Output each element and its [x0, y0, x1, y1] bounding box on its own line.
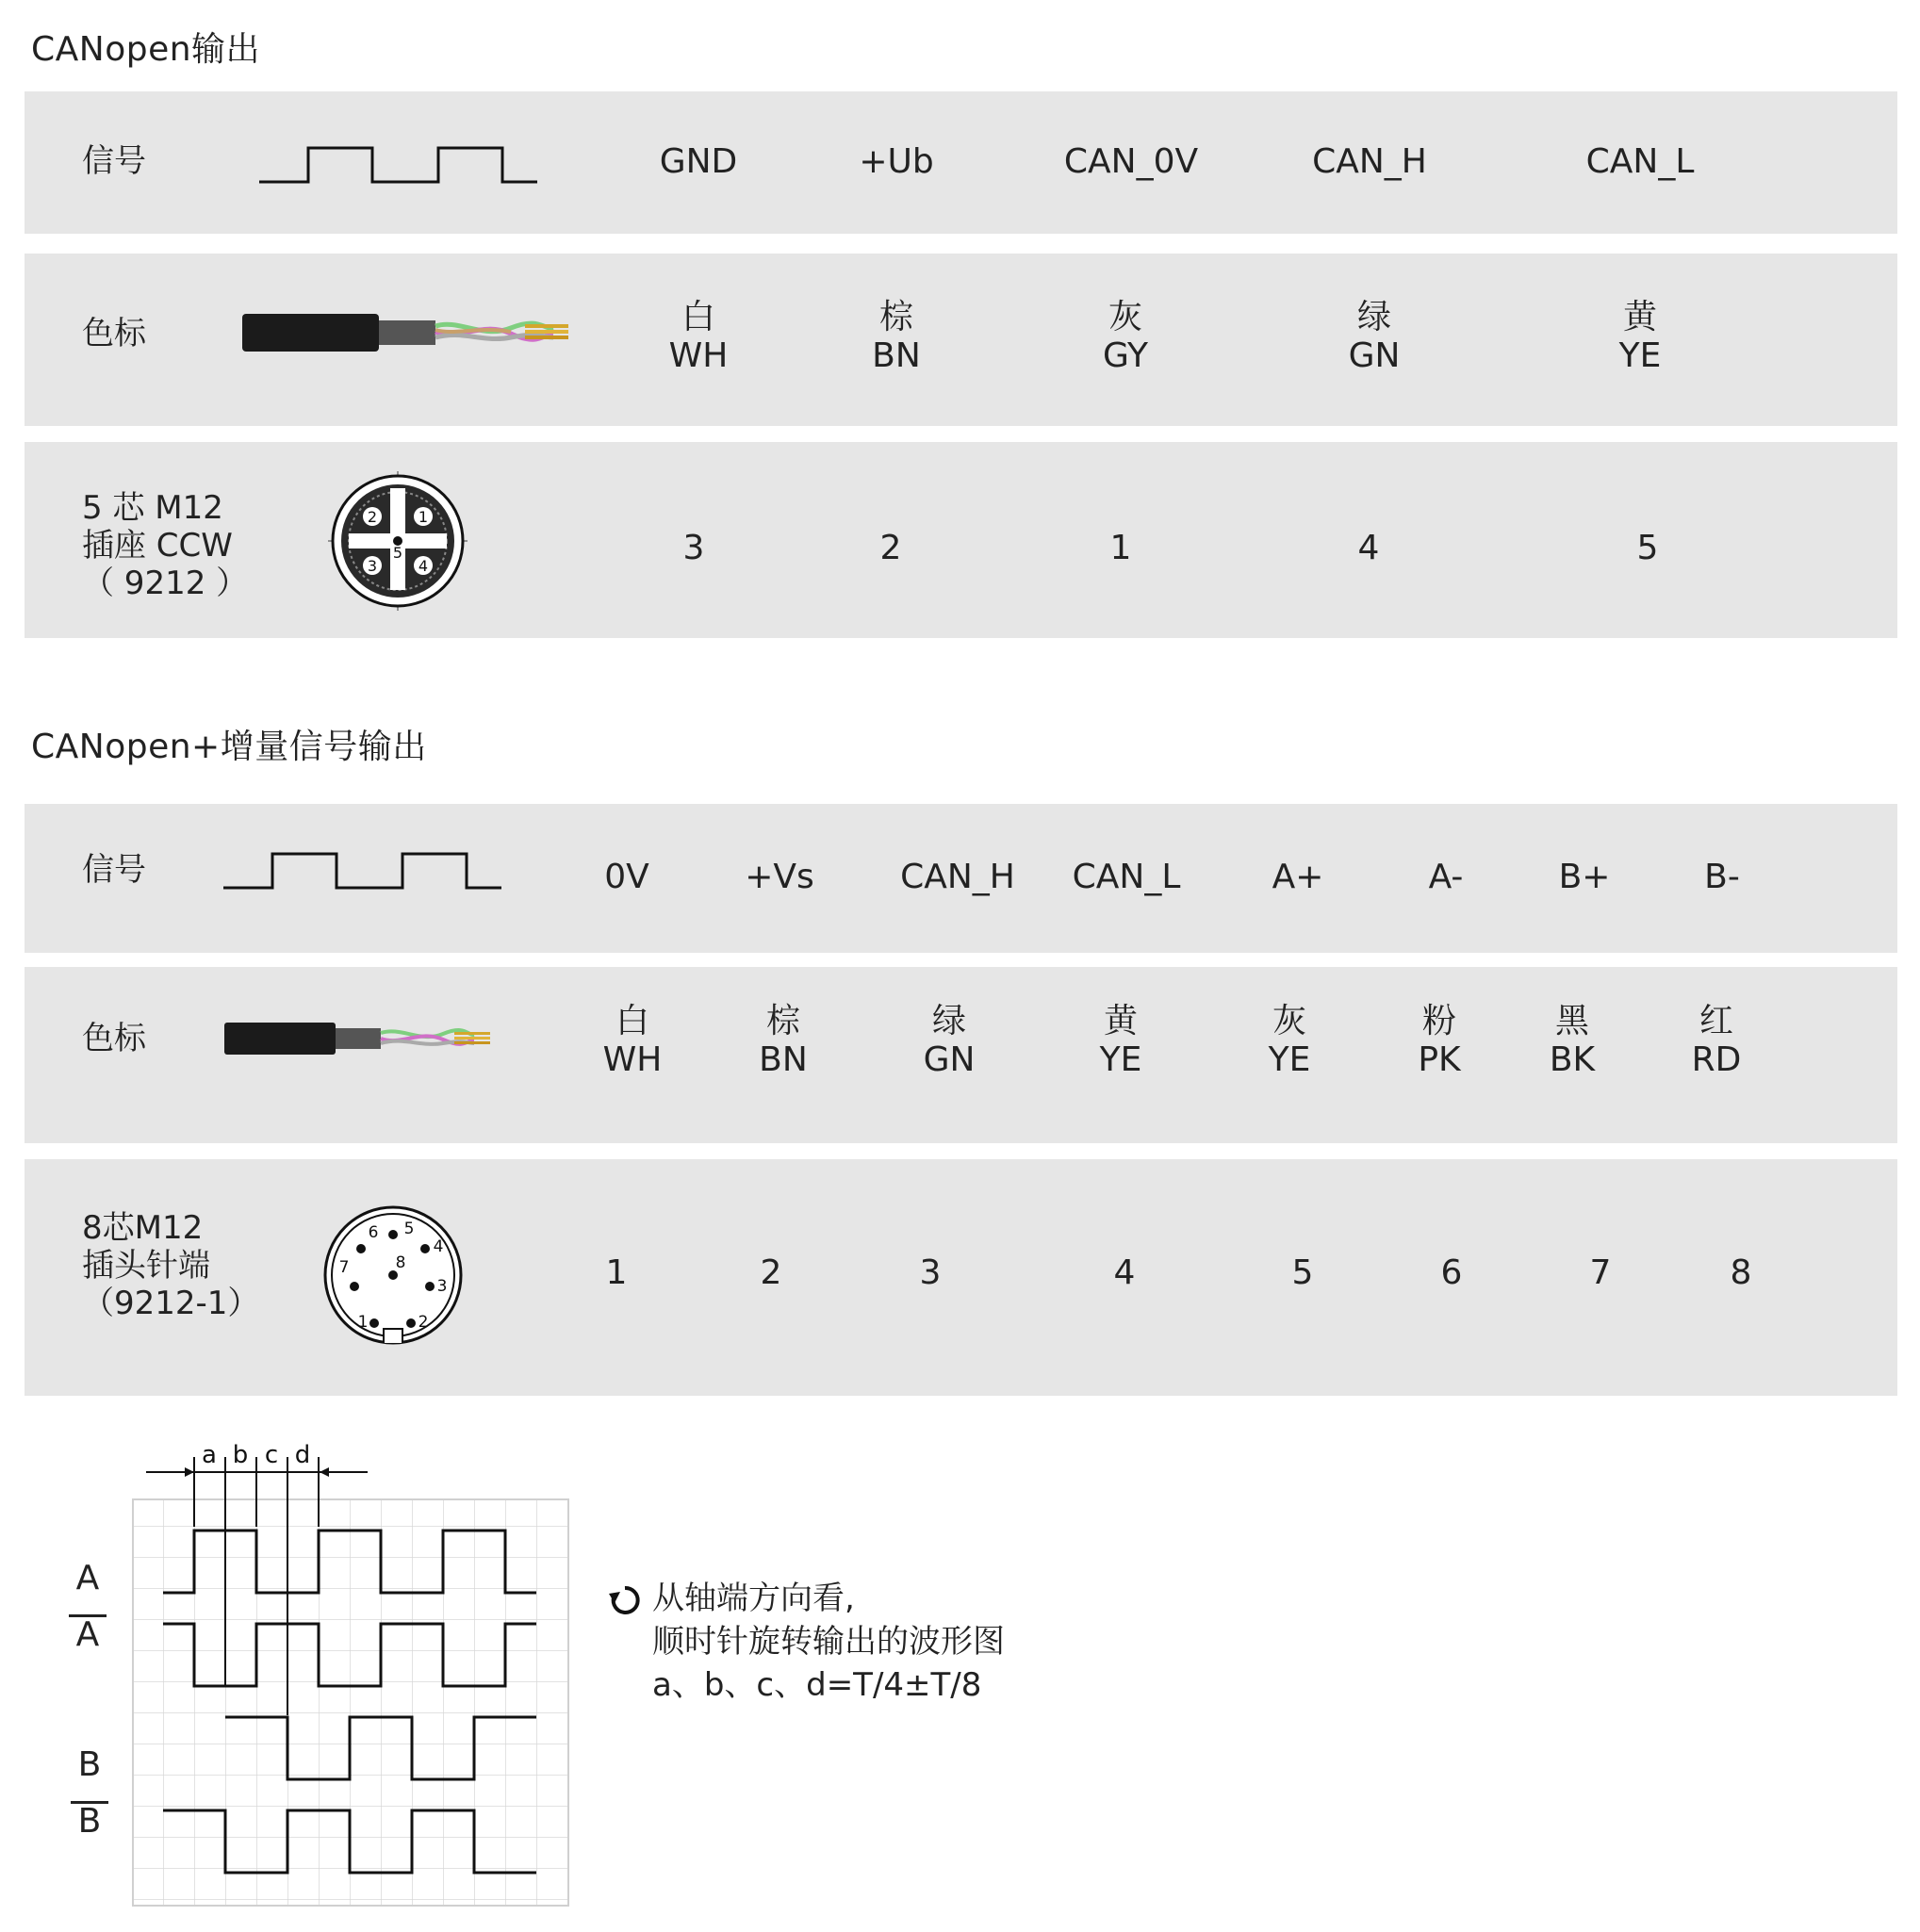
plug-pin-label: 2: [418, 1313, 429, 1332]
section1-color-5: 黄 YE: [1618, 298, 1662, 375]
section2-signal-3: CAN_H: [900, 858, 1015, 896]
plug-pin-label: 7: [338, 1258, 350, 1277]
section1-color-3: 灰 GY: [1102, 298, 1149, 375]
section2-color-4: 黄 YE: [1099, 1002, 1142, 1079]
section2-pin-5: 5: [1291, 1253, 1314, 1292]
note-line-2: 顺时针旋转输出的波形图: [652, 1623, 1005, 1661]
section2-pin-7: 7: [1589, 1253, 1612, 1292]
section2-color-6: 粉 PK: [1418, 1002, 1461, 1079]
section1-color-2: 棕 BN: [872, 298, 921, 375]
section1-signal-4: CAN_H: [1312, 142, 1427, 181]
quadrature-waveform-diagram: [132, 1433, 575, 1908]
interval-label-a: a: [202, 1441, 217, 1469]
section2-color-5: 灰 YE: [1268, 1002, 1311, 1079]
section2-signal-1: 0V: [604, 858, 649, 896]
cable-icon: [224, 1021, 493, 1056]
section1-color-1: 白 WH: [668, 298, 729, 375]
section2-signal-label: 信号: [82, 851, 146, 889]
section2-signal-4: CAN_L: [1072, 858, 1181, 896]
plug-pin-label: 5: [403, 1220, 415, 1238]
section2-color-8: 红 RD: [1691, 1002, 1742, 1079]
channel-label-b-inverted: B: [71, 1801, 108, 1840]
plug-pin-label: 8: [395, 1253, 406, 1272]
section2-color-2: 棕 BN: [759, 1002, 808, 1079]
section2-signal-6: A-: [1428, 858, 1464, 896]
socket-pin-label: 5: [392, 544, 403, 562]
socket-pin-label: 4: [418, 557, 429, 575]
interval-label-c: c: [264, 1441, 279, 1469]
section1-pin-1: 3: [682, 529, 705, 567]
plug-pin-label: 4: [433, 1237, 444, 1256]
channel-label-a: A: [75, 1559, 100, 1597]
section2-pin-4: 4: [1113, 1253, 1136, 1292]
socket-pin-label: 1: [418, 508, 429, 526]
section2-signal-5: A+: [1272, 858, 1324, 896]
section1-pin-3: 1: [1109, 529, 1132, 567]
channel-label-b: B: [77, 1745, 102, 1784]
section1-pin-5: 5: [1636, 529, 1659, 567]
channel-label-a-inverted: A: [69, 1614, 107, 1653]
section1-signal-label: 信号: [82, 142, 146, 180]
section2-color-7: 黑 BK: [1549, 1002, 1596, 1079]
socket-pin-label: 2: [367, 508, 378, 526]
section1-pin-4: 4: [1357, 529, 1380, 567]
section2-connector-row: [25, 1159, 1897, 1396]
plug-pin-label: 3: [436, 1277, 448, 1296]
section1-signal-2: +Ub: [859, 142, 934, 181]
m12-8pin-plug-icon: [321, 1204, 465, 1346]
socket-pin-label: 3: [367, 557, 378, 575]
interval-label-b: b: [232, 1441, 249, 1469]
section2-title: CANopen+增量信号输出: [31, 728, 427, 766]
section2-pin-6: 6: [1440, 1253, 1463, 1292]
section2-pin-3: 3: [919, 1253, 942, 1292]
square-wave-icon: [259, 144, 537, 187]
section1-color-label: 色标: [82, 315, 146, 352]
section1-color-4: 绿 GN: [1348, 298, 1401, 375]
m12-5pin-socket-icon: [328, 471, 468, 611]
cable-icon: [242, 311, 572, 354]
rotation-arrow-icon: [609, 1584, 641, 1616]
note-line-1: 从轴端方向看,: [652, 1580, 855, 1617]
section2-signal-8: B-: [1704, 858, 1740, 896]
section1-title: CANopen输出: [31, 30, 261, 69]
section1-signal-1: GND: [659, 142, 738, 181]
section2-color-label: 色标: [82, 1020, 146, 1057]
section2-signal-7: B+: [1558, 858, 1611, 896]
plug-pin-label: 1: [357, 1313, 369, 1332]
plug-pin-label: 6: [368, 1223, 379, 1242]
interval-label-d: d: [294, 1441, 311, 1469]
section2-pin-2: 2: [760, 1253, 782, 1292]
section1-signal-5: CAN_L: [1585, 142, 1695, 181]
section2-pin-1: 1: [605, 1253, 628, 1292]
section2-signal-2: +Vs: [745, 858, 814, 896]
section1-connector-label: 5 芯 M12 插座 CCW （ 9212 ）: [82, 489, 249, 602]
waveform-note: [652, 1577, 1005, 1707]
section1-connector-row: [25, 442, 1897, 638]
section2-color-1: 白 WH: [602, 1002, 663, 1079]
square-wave-icon: [223, 850, 501, 892]
section2-pin-8: 8: [1730, 1253, 1752, 1292]
section2-connector-label: 8芯M12 插头针端 （9212-1）: [82, 1209, 260, 1322]
section1-pin-2: 2: [879, 529, 902, 567]
note-line-3: a、b、c、d=T/4±T/8: [652, 1666, 982, 1704]
section1-signal-3: CAN_0V: [1063, 142, 1199, 181]
section2-color-3: 绿 GN: [923, 1002, 976, 1079]
